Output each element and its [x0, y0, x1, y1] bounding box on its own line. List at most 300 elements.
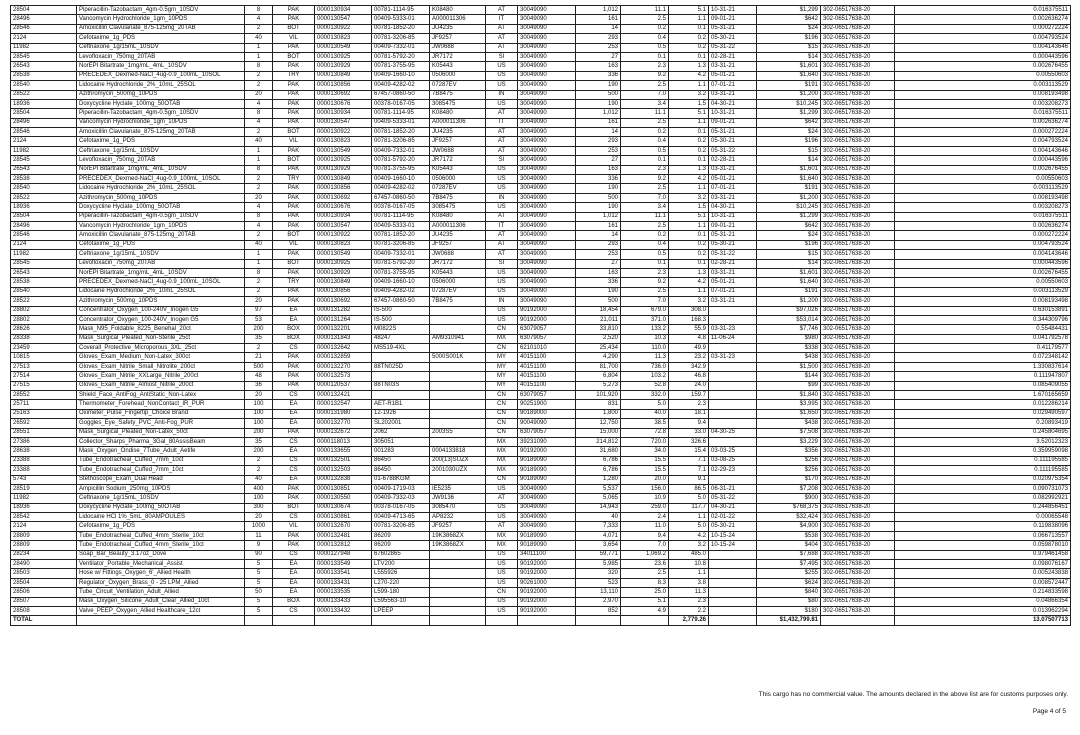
cell-lot	[430, 588, 486, 597]
cell-item-code: 0000130547	[315, 15, 372, 24]
cell-country: CN	[486, 391, 518, 400]
cell-country: US	[486, 175, 518, 184]
cell-unit-cost: 0.008193498	[895, 193, 1071, 202]
cell-description: Azithromycin_500mg_10PDS	[77, 297, 245, 306]
cell-quantity: 1,800	[576, 409, 621, 418]
cell-unit: VIL	[273, 240, 315, 249]
cell-country: US	[486, 278, 518, 287]
table-row	[11, 541, 1071, 550]
cell-expiry: 03-31-21	[709, 62, 757, 71]
cell-qty: 40	[245, 137, 273, 146]
cell-item-code: 0000130925	[315, 52, 372, 61]
cell-item-code: 0000130849	[315, 175, 372, 184]
cell-quantity: 14	[576, 231, 621, 240]
cell-contract: 302-06517638-20	[821, 203, 895, 212]
cell-quantity: 163	[576, 268, 621, 277]
cell-ndc: 00409-4713-65	[372, 513, 430, 522]
cell-line-no: 26543	[11, 62, 77, 71]
cell-unit: PAK	[273, 268, 315, 277]
cell-ndc: 00781-3206-85	[372, 240, 430, 249]
cell-weight: 0.4	[621, 240, 669, 249]
cell-po: 30049090	[518, 203, 576, 212]
cell-expiry	[709, 607, 757, 616]
cell-ndc: 00781-1114-95	[372, 212, 430, 221]
cell-lot: JF9257	[430, 34, 486, 43]
cell-item-code: 0000131282	[315, 306, 372, 315]
cell-po: 30049090	[518, 156, 576, 165]
cell-description: Tube_Circuit_Ventilation_Adult_Allied	[77, 588, 245, 597]
cell-unit: PAK	[273, 212, 315, 221]
cell-weight: 133.2	[621, 325, 669, 334]
cell-expiry: 03-03-25	[709, 447, 757, 456]
cell-contract: 302-06517638-20	[821, 334, 895, 343]
cell-unit-cost: 0.04866354	[895, 597, 1071, 606]
cell-unit: VIL	[273, 137, 315, 146]
cell-country: MY	[486, 353, 518, 362]
cell-unit-cost: 0.004143646	[895, 250, 1071, 259]
cell-unit-cost: 0.016375511	[895, 109, 1071, 118]
cell-description: Azithromycin_500mg_10PDS	[77, 90, 245, 99]
cell-line-no: 28496	[11, 118, 77, 127]
cell-country: MX	[486, 456, 518, 465]
cell-expiry: 07-01-21	[709, 81, 757, 90]
cell-lot	[430, 569, 486, 578]
cell-ndc: 305051	[372, 437, 430, 446]
cell-po: 30049090	[518, 52, 576, 61]
cell-unit: PAK	[273, 203, 315, 212]
cell-quantity: 1,280	[576, 475, 621, 484]
cell-contract: 302-06517638-20	[821, 43, 895, 52]
cell-cases: 2.2	[669, 607, 709, 616]
table-row	[11, 362, 1071, 371]
cell-qty: 2	[245, 128, 273, 137]
cell-qty: 50	[245, 588, 273, 597]
cell-expiry: 05-31-22	[709, 43, 757, 52]
cell-unit: PAK	[273, 531, 315, 540]
cell-weight: 7.0	[621, 193, 669, 202]
cell-unit: VIL	[273, 522, 315, 531]
cell-expiry: 10-31-21	[709, 6, 757, 15]
table-row	[11, 24, 1071, 33]
cell-quantity: 2,520	[576, 334, 621, 343]
cell-line-no: 28809	[11, 541, 77, 550]
cell-lot	[430, 419, 486, 428]
cell-unit-cost: 0.098076167	[895, 560, 1071, 569]
cell-po: 62101010	[518, 344, 576, 353]
cell-weight: 5.1	[621, 597, 669, 606]
cell-po: 30049090	[518, 146, 576, 155]
cell-lot: K08480	[430, 212, 486, 221]
cell-item-code: 0000132270	[315, 362, 372, 371]
table-row	[11, 447, 1071, 456]
cell-line-no: 28519	[11, 484, 77, 493]
cell-country: CN	[486, 400, 518, 409]
cell-item-code: 0000130925	[315, 259, 372, 268]
cell-qty: 4	[245, 203, 273, 212]
cell-quantity: 1,012	[576, 109, 621, 118]
cell-item-code: 0000130674	[315, 503, 372, 512]
cell-description: Levofloxacin_750mg_20TAB	[77, 259, 245, 268]
cell-unit-cost: 0.002636274	[895, 118, 1071, 127]
cell-ndc: 00781-3755-95	[372, 165, 430, 174]
cell-line-no: 28507	[11, 597, 77, 606]
cell-contract: 302-06517638-20	[821, 306, 895, 315]
cell-description: Mask_Oxygen_Ondise_7Tube_Adult_Aetife	[77, 447, 245, 456]
cell-unit-cost: 0.008193498	[895, 90, 1071, 99]
cell-item-code: 0000132770	[315, 419, 372, 428]
cell-unit-cost: 0.013962294	[895, 607, 1071, 616]
page-number: Page 4 of 5	[1032, 708, 1066, 715]
cell-cases: 5.0	[669, 494, 709, 503]
cell-unit: PAK	[273, 297, 315, 306]
table-row	[11, 560, 1071, 569]
cell-ndc	[372, 391, 430, 400]
cell-unit: PAK	[273, 484, 315, 493]
cell-line-no: 26543	[11, 165, 77, 174]
table-row	[11, 550, 1071, 559]
cell-lot: 0506000	[430, 278, 486, 287]
cell-expiry: 05-31-22	[709, 146, 757, 155]
cell-contract: 302-06517638-20	[821, 372, 895, 381]
cell-description: Tube_Endotracheal_Cuffed_4mm_Sterile_10ct	[77, 531, 245, 540]
cell-ndc: 00409-4282-02	[372, 184, 430, 193]
cell-unit-cost: 0.000443596	[895, 52, 1071, 61]
cell-lot	[430, 437, 486, 446]
cell-country: AT	[486, 231, 518, 240]
cell-qty: 100	[245, 494, 273, 503]
cell-line-no: 18936	[11, 503, 77, 512]
cell-line-no: 28504	[11, 6, 77, 15]
cell-expiry: 07-01-21	[709, 287, 757, 296]
cell-po: 30049090	[518, 193, 576, 202]
cell-price: $170	[757, 475, 821, 484]
cell-unit: CS	[273, 391, 315, 400]
table-row	[11, 240, 1071, 249]
cell-lot: 0506000	[430, 175, 486, 184]
cell-ndc: 00781-5792-20	[372, 259, 430, 268]
cell-po: 90192000	[518, 569, 576, 578]
cell-description: Cefotaxime_1g_PDS	[77, 522, 245, 531]
cell-cases: 2.3	[669, 597, 709, 606]
cell-expiry: 03-31-21	[709, 268, 757, 277]
cell-ndc: 00409-7332-01	[372, 43, 430, 52]
cell-description: Amoxicillin Clavulanate_875-125mg_20TAB	[77, 128, 245, 137]
cell-country: US	[486, 306, 518, 315]
table-row	[11, 325, 1071, 334]
cell-expiry: 05-30-21	[709, 240, 757, 249]
cell-ndc: LTV200	[372, 560, 430, 569]
cell-cases: 3.2	[669, 297, 709, 306]
cell-expiry	[709, 560, 757, 569]
cell-lot: JF9257	[430, 522, 486, 531]
cell-unit-cost: 0.344309796	[895, 315, 1071, 324]
cell-country: AT	[486, 6, 518, 15]
cell-lot: JR7172	[430, 259, 486, 268]
cell-po: 90189090	[518, 466, 576, 475]
cell-po: 63079057	[518, 325, 576, 334]
cell-unit-cost: 0.00065548	[895, 513, 1071, 522]
cell-cases: 1.5	[669, 203, 709, 212]
cell-description: Ampicillin Sodium_250mg_10PDS	[77, 484, 245, 493]
cell-contract: 302-06517638-20	[821, 278, 895, 287]
cell-expiry: 05-31-21	[709, 231, 757, 240]
cell-lot: A000011306	[430, 15, 486, 24]
cell-ndc: 67457-0860-50	[372, 90, 430, 99]
cell-country: MY	[486, 381, 518, 390]
cell-description: Vancomycin Hydrochloride_1gm_10PDS	[77, 118, 245, 127]
cell-unit: CS	[273, 344, 315, 353]
cell-weight: 5.0	[621, 400, 669, 409]
cell-quantity: 336	[576, 175, 621, 184]
cell-price: $356	[757, 447, 821, 456]
cell-po: 30049090	[518, 231, 576, 240]
cell-ndc: MS519-4XL	[372, 344, 430, 353]
cell-cases: 23.2	[669, 353, 709, 362]
cell-price: $14	[757, 156, 821, 165]
cell-weight: 1,069.2	[621, 550, 669, 559]
cell-qty: 11	[245, 531, 273, 540]
cell-ndc: 00409-5333-01	[372, 15, 430, 24]
cell-contract: 302-06517638-20	[821, 447, 895, 456]
cell-item-code: 0000130856	[315, 184, 372, 193]
cell-line-no: 28809	[11, 531, 77, 540]
cell-unit: PAK	[273, 428, 315, 437]
total-unit-cost: 13.07507713	[895, 616, 1071, 625]
cell-weight: 3.4	[621, 203, 669, 212]
cell-po: 30049090	[518, 99, 576, 108]
cell-po: 90192000	[518, 447, 576, 456]
cell-unit-cost: 0.111947807	[895, 372, 1071, 381]
cell-description: Gloves_Exam_Nitrile_Small_Nitrolite_200ct	[77, 362, 245, 371]
cell-item-code: 0000132838	[315, 475, 372, 484]
cell-expiry: 03-31-21	[709, 165, 757, 174]
cell-country: IT	[486, 15, 518, 24]
cell-price: $3,229	[757, 437, 821, 446]
cell-lot	[430, 344, 486, 353]
cell-country: US	[486, 484, 518, 493]
cell-country: US	[486, 550, 518, 559]
cell-country: US	[486, 569, 518, 578]
cell-country: AT	[486, 522, 518, 531]
cell-po: 30049090	[518, 109, 576, 118]
cell-po: 30049090	[518, 184, 576, 193]
cell-cases: 342.9	[669, 362, 709, 371]
cell-qty: 2	[245, 231, 273, 240]
cell-description: Doxycycline Hyclate_100mg_50OTAB	[77, 203, 245, 212]
cell-description: NorEPI Bitartrate_1mg/mL_4mL_10SDV	[77, 62, 245, 71]
cell-price: $1,650	[757, 409, 821, 418]
cell-qty: 4	[245, 118, 273, 127]
cell-cases: 11.3	[669, 588, 709, 597]
cell-lot	[430, 400, 486, 409]
cell-quantity: 1,012	[576, 212, 621, 221]
table-row	[11, 503, 1071, 512]
cell-country: CN	[486, 588, 518, 597]
cell-unit-cost: 0.041792578	[895, 334, 1071, 343]
cell-qty: 53	[245, 315, 273, 324]
cell-po: 30049090	[518, 503, 576, 512]
cell-unit: PAK	[273, 146, 315, 155]
cell-line-no: 28538	[11, 71, 77, 80]
manifest-table	[10, 5, 1071, 626]
cell-po: 30049090	[518, 165, 576, 174]
cell-price: $7,688	[757, 550, 821, 559]
cell-contract: 302-06517638-20	[821, 409, 895, 418]
cell-cases: 5.1	[669, 212, 709, 221]
cell-ndc: 00781-5792-20	[372, 52, 430, 61]
cell-qty: 5	[245, 569, 273, 578]
cell-lot: 7B8475	[430, 90, 486, 99]
cell-country: US	[486, 597, 518, 606]
cell-quantity: 293	[576, 137, 621, 146]
cell-unit-cost: 0.003113529	[895, 287, 1071, 296]
cell-ndc: 00409-7332-01	[372, 146, 430, 155]
cell-expiry	[709, 588, 757, 597]
cell-country: US	[486, 578, 518, 587]
table-row	[11, 99, 1071, 108]
cell-country: CN	[486, 409, 518, 418]
table-row	[11, 137, 1071, 146]
cell-lot: 200(13)SUZX	[430, 456, 486, 465]
cell-price: $642	[757, 118, 821, 127]
cell-weight: 2.5	[621, 287, 669, 296]
cell-quantity: 5,537	[576, 484, 621, 493]
cell-price: $196	[757, 240, 821, 249]
cell-item-code: 0000130861	[315, 513, 372, 522]
cell-expiry	[709, 550, 757, 559]
cell-quantity: 101,920	[576, 391, 621, 400]
cell-price: $642	[757, 15, 821, 24]
cell-expiry: 05-31-21	[709, 24, 757, 33]
cell-qty: 5	[245, 597, 273, 606]
cell-description: Hose w/ Fittings_Oxygen_6'_Allied Health	[77, 569, 245, 578]
table-row	[11, 456, 1071, 465]
cell-weight: 2.3	[621, 165, 669, 174]
cell-quantity: 293	[576, 240, 621, 249]
cell-item-code: 0000130823	[315, 240, 372, 249]
cell-weight: 52.8	[621, 381, 669, 390]
cell-qty: 300	[245, 503, 273, 512]
cell-qty: 21	[245, 353, 273, 362]
cell-qty: 100	[245, 400, 273, 409]
cell-line-no: 10815	[11, 353, 77, 362]
cell-contract: 302-06517638-20	[821, 81, 895, 90]
cell-cases: 0.1	[669, 156, 709, 165]
cell-country: US	[486, 268, 518, 277]
cell-cases: 4.2	[669, 278, 709, 287]
cell-qty: 2	[245, 81, 273, 90]
cell-line-no: 28638	[11, 447, 77, 456]
cell-cases: 4.2	[669, 175, 709, 184]
cell-cases: 15.4	[669, 447, 709, 456]
cell-line-no: 28538	[11, 175, 77, 184]
cell-item-code: 0000130849	[315, 278, 372, 287]
cell-line-no: 28545	[11, 52, 77, 61]
cell-cases: 7.1	[669, 456, 709, 465]
cell-item-code: 0000120537	[315, 381, 372, 390]
cell-unit: BOT	[273, 503, 315, 512]
cell-line-no: 28490	[11, 560, 77, 569]
table-row	[11, 372, 1071, 381]
cell-po: 63079057	[518, 391, 576, 400]
cell-line-no: 28234	[11, 550, 77, 559]
cell-country: CN	[486, 344, 518, 353]
cell-qty: 20	[245, 193, 273, 202]
cell-qty: 5	[245, 607, 273, 616]
cell-unit: BOT	[273, 128, 315, 137]
cell-cases: 0.2	[669, 240, 709, 249]
cell-description: Doxycycline Hyclate_100mg_50OTAB	[77, 503, 245, 512]
cell-qty: 4	[245, 221, 273, 230]
cell-quantity: 14	[576, 128, 621, 137]
cell-unit-cost: 0.000272224	[895, 128, 1071, 137]
table-row	[11, 175, 1071, 184]
cell-item-code: 0000132859	[315, 353, 372, 362]
cell-line-no: 28538	[11, 278, 77, 287]
cell-ndc: L595563-10	[372, 597, 430, 606]
cell-cases: 1.5	[669, 99, 709, 108]
cell-unit-cost: 0.000443596	[895, 259, 1071, 268]
cell-unit: VIL	[273, 34, 315, 43]
cell-unit-cost: 0.004793524	[895, 137, 1071, 146]
cell-item-code: 0000130692	[315, 193, 372, 202]
cell-quantity: 81,700	[576, 362, 621, 371]
cell-lot: JW0688	[430, 43, 486, 52]
cell-cases: 3.8	[669, 578, 709, 587]
cell-cases: 1.3	[669, 268, 709, 277]
cell-expiry: 03-31-21	[709, 193, 757, 202]
cell-weight: 3.4	[621, 99, 669, 108]
cell-country: CN	[486, 475, 518, 484]
cell-lot: K05443	[430, 268, 486, 277]
cell-expiry	[709, 362, 757, 371]
cell-line-no: 28545	[11, 259, 77, 268]
cell-cases: 3.2	[669, 541, 709, 550]
cell-contract: 302-06517638-20	[821, 287, 895, 296]
cell-po: 40151100	[518, 381, 576, 390]
cell-ndc: 48247	[372, 334, 430, 343]
cell-contract: 302-06517638-20	[821, 165, 895, 174]
cell-unit: PAK	[273, 494, 315, 503]
cell-po: 90192000	[518, 306, 576, 315]
table-row	[11, 475, 1071, 484]
cell-weight: 7.0	[621, 541, 669, 550]
cell-lot	[430, 325, 486, 334]
cell-unit-cost: 0.119838096	[895, 522, 1071, 531]
table-row	[11, 81, 1071, 90]
cell-item-code: 0000132573	[315, 372, 372, 381]
cell-cases: 5.0	[669, 522, 709, 531]
cell-qty: 2	[245, 466, 273, 475]
cell-lot: 07287EV	[430, 184, 486, 193]
cell-contract: 302-06517638-20	[821, 344, 895, 353]
cell-contract: 302-06517638-20	[821, 597, 895, 606]
cell-qty: 200	[245, 428, 273, 437]
cell-lot: 7B8475	[430, 193, 486, 202]
cell-item-code: 0000133655	[315, 447, 372, 456]
cell-country: SI	[486, 52, 518, 61]
cell-unit-cost: 1.330837614	[895, 362, 1071, 371]
cell-quantity: 6,804	[576, 372, 621, 381]
cell-expiry: 05-31-22	[709, 494, 757, 503]
cell-country: IT	[486, 118, 518, 127]
cell-cases: 9.4	[669, 419, 709, 428]
table-row	[11, 146, 1071, 155]
cell-price: $24	[757, 24, 821, 33]
cell-contract: 302-06517638-20	[821, 6, 895, 15]
cell-quantity: 500	[576, 193, 621, 202]
cell-unit: PAK	[273, 221, 315, 230]
